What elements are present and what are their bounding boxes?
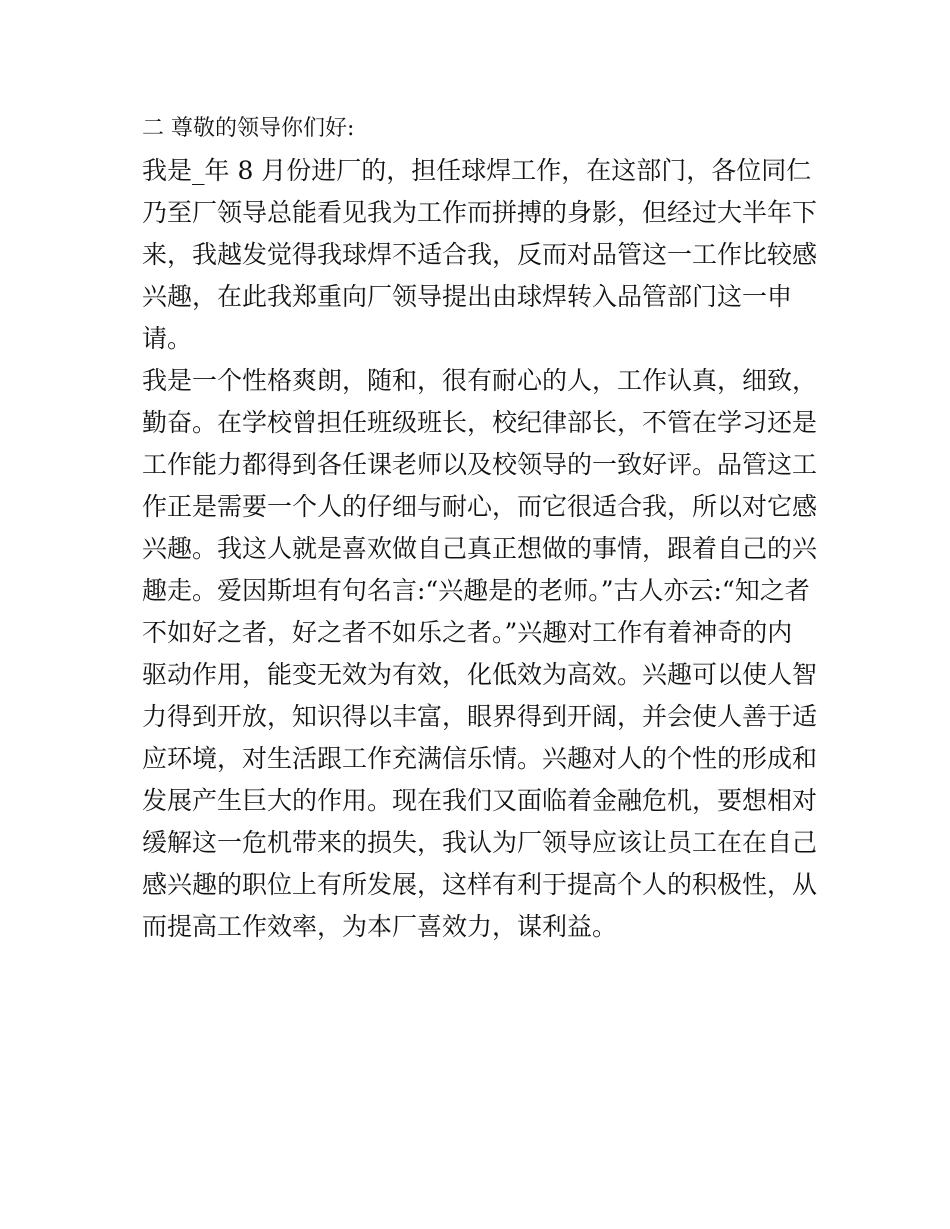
paragraph-line: 工作能力都得到各任课老师以及校领导的一致好评。品管这工 bbox=[142, 450, 818, 479]
paragraph-1 bbox=[142, 150, 822, 360]
paragraph-line: 趣走。爱因斯坦有句名言:“兴趣是的老师。”古人亦云:“知之者 bbox=[142, 576, 810, 605]
paragraph-line: 我是_年 8 月份进厂的，担任球焊工作，在这部门，各位同仁 bbox=[142, 156, 812, 185]
paragraph-line: 乃至厂领导总能看见我为工作而拼搏的身影，但经过大半年下 bbox=[142, 198, 818, 227]
paragraph-line: 兴趣。我这人就是喜欢做自己真正想做的事情，跟着自己的兴 bbox=[142, 534, 818, 563]
paragraph-line: 请。 bbox=[142, 324, 193, 353]
paragraph-line: 而提高工作效率，为本厂喜效力，谋利益。 bbox=[142, 912, 618, 941]
paragraph-line: 兴趣，在此我郑重向厂领导提出由球焊转入品管部门这一申 bbox=[142, 282, 793, 311]
paragraph-line: 缓解这一危机带来的损失，我认为厂领导应该让员工在在自己 bbox=[142, 828, 818, 857]
paragraph-line: 我是一个性格爽朗，随和，很有耐心的人，工作认真，细致， bbox=[142, 366, 818, 395]
paragraph-line: 感兴趣的职位上有所发展，这样有利于提高个人的积极性，从 bbox=[142, 870, 818, 899]
paragraph-line: 来，我越发觉得我球焊不适合我，反而对品管这一工作比较感 bbox=[142, 240, 818, 269]
paragraph-line: 应环境，对生活跟工作充满信乐情。兴趣对人的个性的形成和 bbox=[142, 744, 818, 773]
paragraph-line: 力得到开放，知识得以丰富，眼界得到开阔，并会使人善于适 bbox=[142, 702, 818, 731]
paragraph-line: 勤奋。在学校曾担任班级班长，校纪律部长，不管在学习还是 bbox=[142, 408, 818, 437]
paragraph-line: 驱动作用，能变无效为有效，化低效为高效。兴趣可以使人智 bbox=[142, 660, 818, 689]
paragraph-2 bbox=[142, 360, 822, 948]
paragraph-line: 发展产生巨大的作用。现在我们又面临着金融危机，要想相对 bbox=[142, 786, 818, 815]
salutation: 二 尊敬的领导你们好: bbox=[142, 116, 355, 141]
paragraph-line: 不如好之者，好之者不如乐之者。”兴趣对工作有着神奇的内 bbox=[142, 618, 793, 647]
document-body bbox=[142, 108, 822, 948]
paragraph-line: 作正是需要一个人的仔细与耐心，而它很适合我，所以对它感 bbox=[142, 492, 818, 521]
